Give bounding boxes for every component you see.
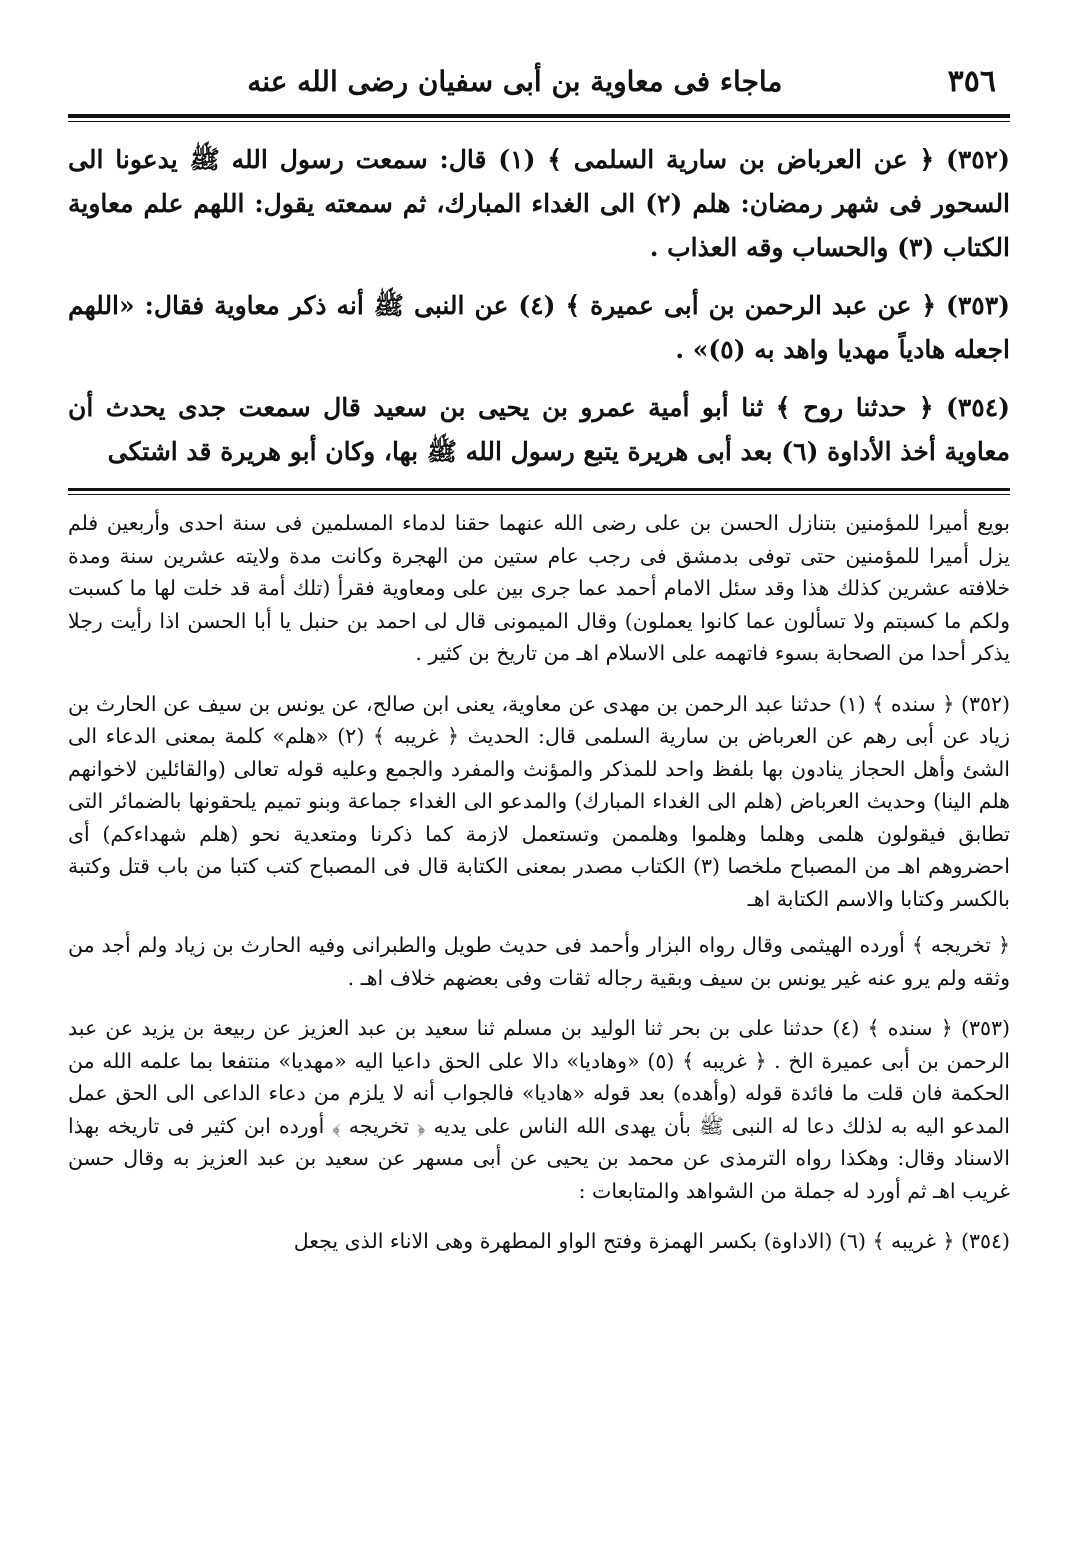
header-rule-thin [68,121,1010,122]
running-title: ماجاء فى معاوية بن أبى سفيان رضى الله عنه [247,64,783,98]
page-number: ٣٥٦ [947,63,996,99]
footnote-352-takhrij: ﴿ تخريجه ﴾ أورده الهيثمى وقال رواه البزار وأحمد فى حديث طويل والطبرانى وفيه الحارث بن زياد ولم أجد من وثقه ولم يرو عنه غير يونس بن سيف وبقية رجاله ثقات وفى بعضهم خلاف اهـ . [68,933,1010,990]
footnote-352: (٣٥٢) ﴿ سنده ﴾ (١) حدثنا عبد الرحمن بن مهدى عن معاوية، يعنى ابن صالح، عن يونس بن سيف عن الحارث بن زياد عن أبى رهم عن العرباض بن سارية السلمى قال: الحديث ﴿ غريبه ﴾ (٢) «هلم» كلمة بمعنى الدعاء الى الشئ وأهل الحجاز ينادون بها بلفظ واحد للمذكر والمؤنث والمفرد والجمع وعليه قوله تعالى (والقائلين لاخوانهم هلم الينا) وحديث العرباض (هلم الى الغداء المبارك) والمدعو الى الغداء جماعة وبنو تميم يلحقونها بالضمائر التى تطابق فيقولون هلمى وهلما وهلموا وهلممن وتستعمل لازمة كما ذكرنا ومتعدية نحو (هلم شهداءكم) أى احضروهم اهـ من المصباح ملخصا (٣) الكتاب مصدر بمعنى الكتابة قال فى المصباح كتب كتبا من باب قتل وكتبة بالكسر وكتابا والاسم الكتابة اهـ [68,691,1010,911]
hadith-352: (٣٥٢) ﴿ عن العرباض بن سارية السلمى ﴾ (١) قال: سمعت رسول الله ﷺ يدعونا الى السحور فى شهر رمضان: هلم (٢) الى الغداء المبارك، ثم سمعته يقول: اللهم علم معاوية الكتاب (٣) والحساب وقه العذاب . [68,145,1011,262]
footnote-separator-thin [68,494,1010,495]
page-header [68,60,1010,102]
hadith-354: (٣٥٤) ﴿ حدثنا روح ﴾ ثنا أبو أمية عمرو بن يحيى بن سعيد قال سمعت جدى يحدث أن معاوية أخذ الأداوة (٦) بعد أبى هريرة يتبع رسول الله ﷺ بها، وكان أبو هريرة قد اشتكى [68,393,1010,466]
footnote-continuation: بويع أميرا للمؤمنين بتنازل الحسن بن على رضى الله عنهما حقنا لدماء المسلمين فى سنة احدى وأربعين فلم يزل أميرا للمؤمنين حتى توفى بدمشق فى رجب عام ستين من الهجرة وكانت مدة ولايته عشرين سنة ومدة خلافته عشرين كذلك هذا وقد سئل الامام أحمد عما جرى بين على ومعاوية فقرأ (تلك أمة قد خلت لها ما كسبت ولكم ما كسبتم ولا تسألون عما كانوا يعملون) وقال الميمونى قال لى احمد بن حنبل يا أبا الحسن اذا رأيت رجلا يذكر أحدا من الصحابة بسوء فاتهمه على الاسلام اهـ من تاريخ بن كثير . [68,511,1010,665]
footnote-353: (٣٥٣) ﴿ سنده ﴾ (٤) حدثنا على بن بحر ثنا الوليد بن مسلم ثنا سعيد بن عبد العزيز عن ربيعة بن يزيد عن عبد الرحمن بن أبى عميرة الخ . ﴿ غريبه ﴾ (٥) «وهاديا» دالا على الحق داعيا اليه «مهديا» منتفعا بما علمه الله من الحكمة فان قلت ما فائدة قوله (وأهده) بعد قوله «هاديا» فالجواب أنه لا يلزم من دعاء الداعى الى الحق عمل المدعو اليه به لذلك دعا له النبى ﷺ بأن يهدى الله الناس على يديه ﴿ تخريجه ﴾ أورده ابن كثير فى تاريخه بهذا الاسناد وقال: وهكذا رواه الترمذى عن محمد بن يحيى عن أبى مسهر عن سعيد بن عبد العزيز به وقال حسن غريب اهـ ثم أورد له جملة من الشواهد والمتابعات : [68,1016,1010,1203]
header-rule [68,114,1010,118]
footnote-separator [68,488,1010,491]
footnote-354: (٣٥٤) ﴿ غريبه ﴾ (٦) (الاداوة) بكسر الهمزة وفتح الواو المطهرة وهى الاناء الذى يجعل [293,1229,1010,1253]
main-text [68,138,1010,474]
hadith-353: (٣٥٣) ﴿ عن عبد الرحمن بن أبى عميرة ﴾ (٤) عن النبى ﷺ أنه ذكر معاوية فقال: «اللهم اجعله هادياً مهديا واهد به (٥)» . [68,291,1011,364]
footnotes [68,507,1010,1258]
